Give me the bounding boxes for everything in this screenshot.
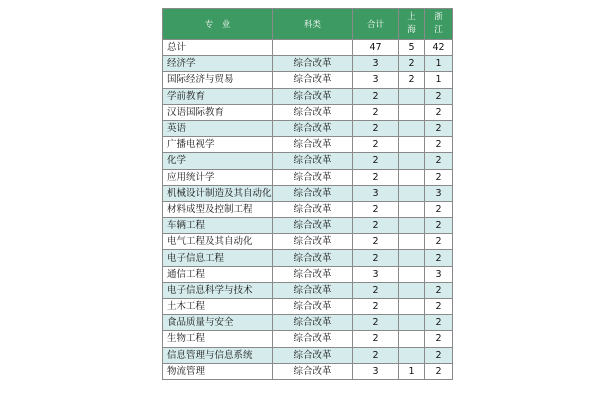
table-row <box>163 266 453 282</box>
enrollment-plan-table <box>162 8 453 380</box>
table-row <box>163 88 453 104</box>
cell-total: 2 <box>353 88 399 104</box>
cell-major: 食品质量与安全 <box>163 315 273 331</box>
header-major: 专 业 <box>163 9 273 40</box>
cell-total: 47 <box>353 40 399 56</box>
cell-shanghai <box>399 250 425 266</box>
header-zhejiang <box>425 9 453 40</box>
cell-major: 广播电视学 <box>163 137 273 153</box>
table-row <box>163 137 453 153</box>
cell-total: 2 <box>353 153 399 169</box>
cell-category: 综合改革 <box>273 137 353 153</box>
cell-major: 经济学 <box>163 56 273 72</box>
cell-shanghai <box>399 315 425 331</box>
cell-category: 综合改革 <box>273 315 353 331</box>
cell-major: 材料成型及控制工程 <box>163 201 273 217</box>
cell-major: 电子信息科学与技术 <box>163 282 273 298</box>
cell-category: 综合改革 <box>273 104 353 120</box>
cell-category: 综合改革 <box>273 185 353 201</box>
cell-category: 综合改革 <box>273 120 353 136</box>
cell-zhejiang: 2 <box>425 120 453 136</box>
cell-shanghai <box>399 201 425 217</box>
cell-zhejiang: 2 <box>425 363 453 379</box>
cell-shanghai: 5 <box>399 40 425 56</box>
table-row <box>163 218 453 234</box>
cell-total: 2 <box>353 234 399 250</box>
cell-major: 车辆工程 <box>163 218 273 234</box>
cell-shanghai: 1 <box>399 363 425 379</box>
cell-zhejiang: 2 <box>425 153 453 169</box>
cell-total: 2 <box>353 250 399 266</box>
table-row <box>163 331 453 347</box>
cell-total: 2 <box>353 282 399 298</box>
cell-zhejiang: 2 <box>425 250 453 266</box>
cell-major: 汉语国际教育 <box>163 104 273 120</box>
cell-total: 2 <box>353 104 399 120</box>
cell-major: 电子信息工程 <box>163 250 273 266</box>
table-row <box>163 282 453 298</box>
cell-zhejiang: 2 <box>425 347 453 363</box>
header-zhejiang-line1: 浙 <box>434 12 443 22</box>
cell-total: 2 <box>353 347 399 363</box>
header-row <box>163 9 453 40</box>
cell-category: 综合改革 <box>273 88 353 104</box>
cell-shanghai <box>399 347 425 363</box>
cell-total: 2 <box>353 137 399 153</box>
cell-total: 3 <box>353 56 399 72</box>
table-row <box>163 347 453 363</box>
cell-major: 学前教育 <box>163 88 273 104</box>
cell-zhejiang: 2 <box>425 169 453 185</box>
cell-category: 综合改革 <box>273 282 353 298</box>
cell-zhejiang: 2 <box>425 137 453 153</box>
cell-category: 综合改革 <box>273 201 353 217</box>
cell-zhejiang: 2 <box>425 282 453 298</box>
cell-shanghai: 2 <box>399 72 425 88</box>
table-row <box>163 234 453 250</box>
table-row <box>163 56 453 72</box>
table-row <box>163 250 453 266</box>
cell-total: 2 <box>353 315 399 331</box>
cell-major: 通信工程 <box>163 266 273 282</box>
header-shanghai <box>399 9 425 40</box>
cell-shanghai <box>399 218 425 234</box>
cell-shanghai <box>399 88 425 104</box>
cell-shanghai <box>399 120 425 136</box>
cell-total: 2 <box>353 218 399 234</box>
header-zhejiang-line2: 江 <box>434 25 443 35</box>
cell-major: 生物工程 <box>163 331 273 347</box>
table-row <box>163 40 453 56</box>
table-row <box>163 299 453 315</box>
cell-zhejiang: 1 <box>425 72 453 88</box>
cell-category: 综合改革 <box>273 72 353 88</box>
cell-zhejiang: 3 <box>425 185 453 201</box>
cell-zhejiang: 2 <box>425 201 453 217</box>
table-row <box>163 120 453 136</box>
cell-category: 综合改革 <box>273 266 353 282</box>
header-shanghai-line1: 上 <box>407 12 416 22</box>
cell-shanghai <box>399 137 425 153</box>
enrollment-plan-table-container <box>162 8 452 380</box>
table-row <box>163 315 453 331</box>
table-row <box>163 72 453 88</box>
cell-total: 3 <box>353 363 399 379</box>
cell-total: 3 <box>353 72 399 88</box>
cell-category: 综合改革 <box>273 299 353 315</box>
cell-category <box>273 40 353 56</box>
cell-major: 电气工程及其自动化 <box>163 234 273 250</box>
cell-category: 综合改革 <box>273 169 353 185</box>
table-row <box>163 169 453 185</box>
cell-category: 综合改革 <box>273 347 353 363</box>
cell-shanghai <box>399 282 425 298</box>
cell-category: 综合改革 <box>273 250 353 266</box>
cell-total: 2 <box>353 169 399 185</box>
cell-category: 综合改革 <box>273 218 353 234</box>
header-shanghai-line2: 海 <box>407 25 416 35</box>
cell-shanghai <box>399 266 425 282</box>
header-category: 科类 <box>273 9 353 40</box>
cell-zhejiang: 2 <box>425 88 453 104</box>
cell-total: 2 <box>353 299 399 315</box>
cell-total: 3 <box>353 185 399 201</box>
cell-zhejiang: 2 <box>425 234 453 250</box>
cell-shanghai <box>399 153 425 169</box>
cell-category: 综合改革 <box>273 56 353 72</box>
cell-major: 化学 <box>163 153 273 169</box>
cell-total: 3 <box>353 266 399 282</box>
table-header <box>163 9 453 40</box>
cell-shanghai <box>399 169 425 185</box>
cell-category: 综合改革 <box>273 234 353 250</box>
cell-zhejiang: 2 <box>425 104 453 120</box>
table-row <box>163 104 453 120</box>
cell-major: 总计 <box>163 40 273 56</box>
cell-zhejiang: 2 <box>425 299 453 315</box>
cell-major: 国际经济与贸易 <box>163 72 273 88</box>
cell-shanghai: 2 <box>399 56 425 72</box>
cell-major: 应用统计学 <box>163 169 273 185</box>
table-row <box>163 363 453 379</box>
cell-zhejiang: 2 <box>425 315 453 331</box>
cell-shanghai <box>399 234 425 250</box>
table-row <box>163 201 453 217</box>
cell-major: 机械设计制造及其自动化 <box>163 185 273 201</box>
cell-major: 物流管理 <box>163 363 273 379</box>
cell-major: 信息管理与信息系统 <box>163 347 273 363</box>
cell-shanghai <box>399 185 425 201</box>
cell-zhejiang: 3 <box>425 266 453 282</box>
table-row <box>163 185 453 201</box>
cell-shanghai <box>399 104 425 120</box>
cell-zhejiang: 42 <box>425 40 453 56</box>
cell-zhejiang: 2 <box>425 218 453 234</box>
cell-category: 综合改革 <box>273 363 353 379</box>
cell-total: 2 <box>353 331 399 347</box>
cell-zhejiang: 1 <box>425 56 453 72</box>
cell-zhejiang: 2 <box>425 331 453 347</box>
cell-total: 2 <box>353 120 399 136</box>
cell-category: 综合改革 <box>273 153 353 169</box>
cell-major: 土木工程 <box>163 299 273 315</box>
cell-shanghai <box>399 299 425 315</box>
table-row <box>163 153 453 169</box>
cell-shanghai <box>399 331 425 347</box>
cell-total: 2 <box>353 201 399 217</box>
header-total: 合计 <box>353 9 399 40</box>
cell-category: 综合改革 <box>273 331 353 347</box>
cell-major: 英语 <box>163 120 273 136</box>
table-body <box>163 40 453 380</box>
